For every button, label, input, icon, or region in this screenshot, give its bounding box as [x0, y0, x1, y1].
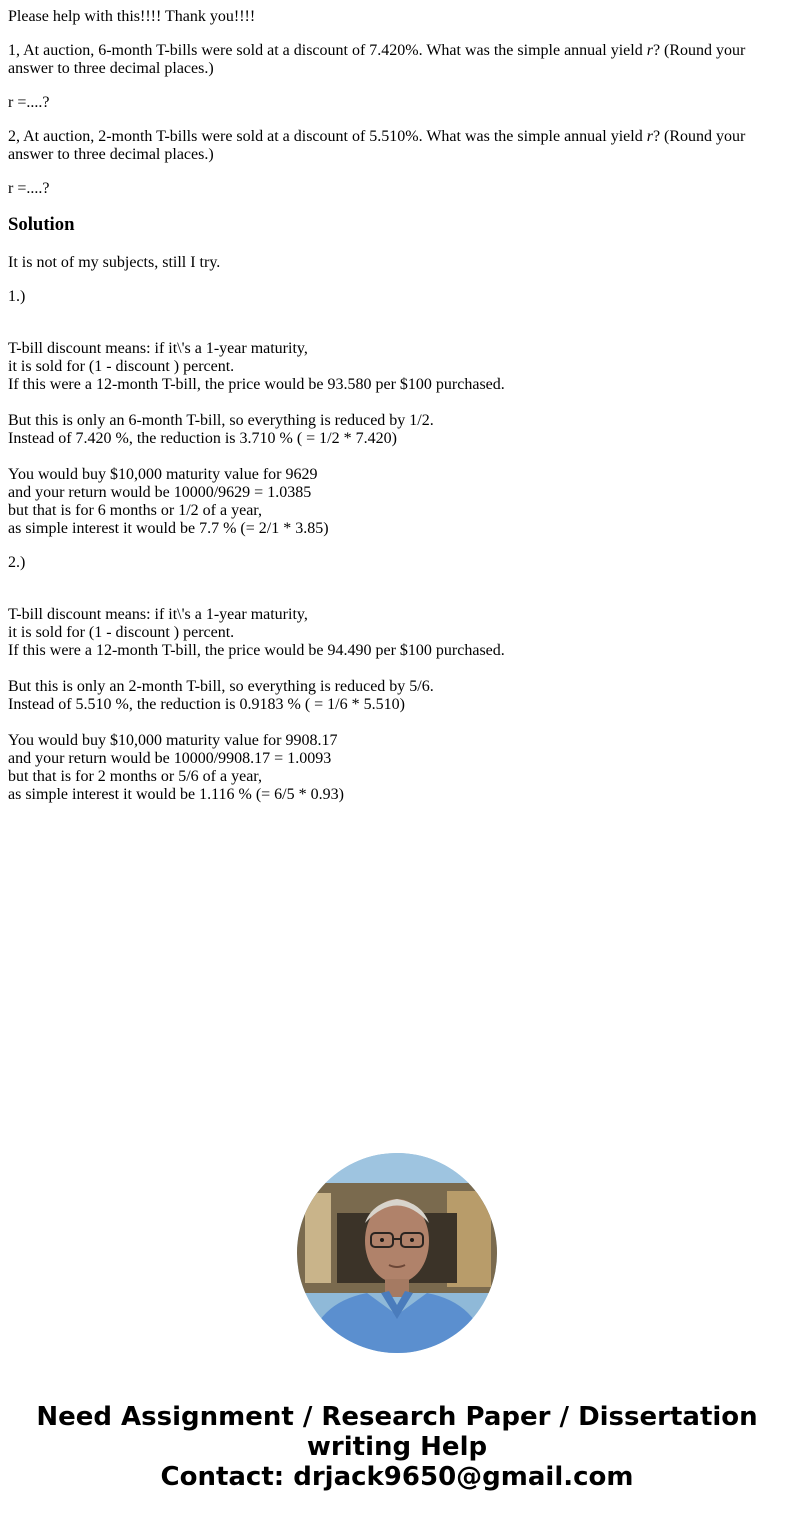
explanation-line	[8, 660, 786, 678]
explanation-line: it is sold for (1 - discount ) percent.	[8, 358, 235, 375]
explanation-line: If this were a 12-month T-bill, the price would be 94.490 per $100 purchased.	[8, 642, 505, 659]
question-1	[8, 42, 786, 78]
explanation-line: But this is only an 2-month T-bill, so everything is reduced by 5/6.	[8, 678, 434, 695]
question-2-variable: r	[646, 128, 653, 145]
explanation-line: Instead of 7.420 %, the reduction is 3.710 % ( = 1/2 * 7.420)	[8, 430, 397, 447]
part-1-label: 1.)	[8, 288, 26, 305]
explanation-line: If this were a 12-month T-bill, the price would be 93.580 per $100 purchased.	[8, 376, 505, 393]
intro-text: Please help with this!!!! Thank you!!!!	[8, 8, 256, 25]
question-1-answer-line: r =....?	[8, 94, 50, 111]
explanation-line	[8, 714, 786, 732]
explanation-line: Instead of 5.510 %, the reduction is 0.9183 % ( = 1/6 * 5.510)	[8, 696, 405, 713]
explanation-line: but that is for 6 months or 1/2 of a year,	[8, 502, 262, 519]
question-2-suffix: ? (Round your answer to three decimal places.)	[8, 128, 746, 163]
part-1-explanation	[8, 322, 786, 538]
promo-contact: Contact: drjack9650@gmail.com	[160, 1462, 634, 1492]
explanation-line: But this is only an 6-month T-bill, so everything is reduced by 1/2.	[8, 412, 434, 429]
question-1-text: 1, At auction, 6-month T-bills were sold at a discount of 7.420%. What was the simple annual yield	[8, 42, 647, 59]
part-2-label: 2.)	[8, 554, 26, 571]
explanation-line	[8, 448, 786, 466]
explanation-line: and your return would be 10000/9908.17 = 1.0093	[8, 750, 332, 767]
explanation-line	[8, 394, 786, 412]
question-2	[8, 128, 786, 164]
explanation-line: You would buy $10,000 maturity value for 9908.17	[8, 732, 338, 749]
part-2-explanation	[8, 588, 786, 804]
promo-line-2: writing Help	[306, 1432, 488, 1462]
explanation-line: but that is for 2 months or 5/6 of a year,	[8, 768, 262, 785]
solution-intro: It is not of my subjects, still I try.	[8, 254, 221, 271]
explanation-line: as simple interest it would be 1.116 % (= 6/5 * 0.93)	[8, 786, 344, 803]
promo-line-1: Need Assignment / Research Paper / Dissertation	[36, 1402, 758, 1432]
question-1-suffix: ? (Round your answer to three decimal places.)	[8, 42, 746, 77]
solution-heading: Solution	[8, 214, 75, 235]
question-1-variable: r	[646, 42, 653, 59]
avatar-portrait-icon	[297, 1153, 497, 1353]
promo-banner	[0, 1402, 794, 1492]
explanation-line: and your return would be 10000/9629 = 1.0385	[8, 484, 312, 501]
explanation-line: T-bill discount means: if it\'s a 1-year maturity,	[8, 606, 308, 623]
explanation-line: You would buy $10,000 maturity value for 9629	[8, 466, 318, 483]
question-2-answer-line: r =....?	[8, 180, 50, 197]
explanation-line: as simple interest it would be 7.7 % (= 2/1 * 3.85)	[8, 520, 329, 537]
document-body	[8, 8, 786, 820]
question-2-text: 2, At auction, 2-month T-bills were sold at a discount of 5.510%. What was the simple annual yield	[8, 128, 647, 145]
explanation-line: T-bill discount means: if it\'s a 1-year maturity,	[8, 340, 308, 357]
explanation-line: it is sold for (1 - discount ) percent.	[8, 624, 235, 641]
avatar	[297, 1153, 497, 1353]
